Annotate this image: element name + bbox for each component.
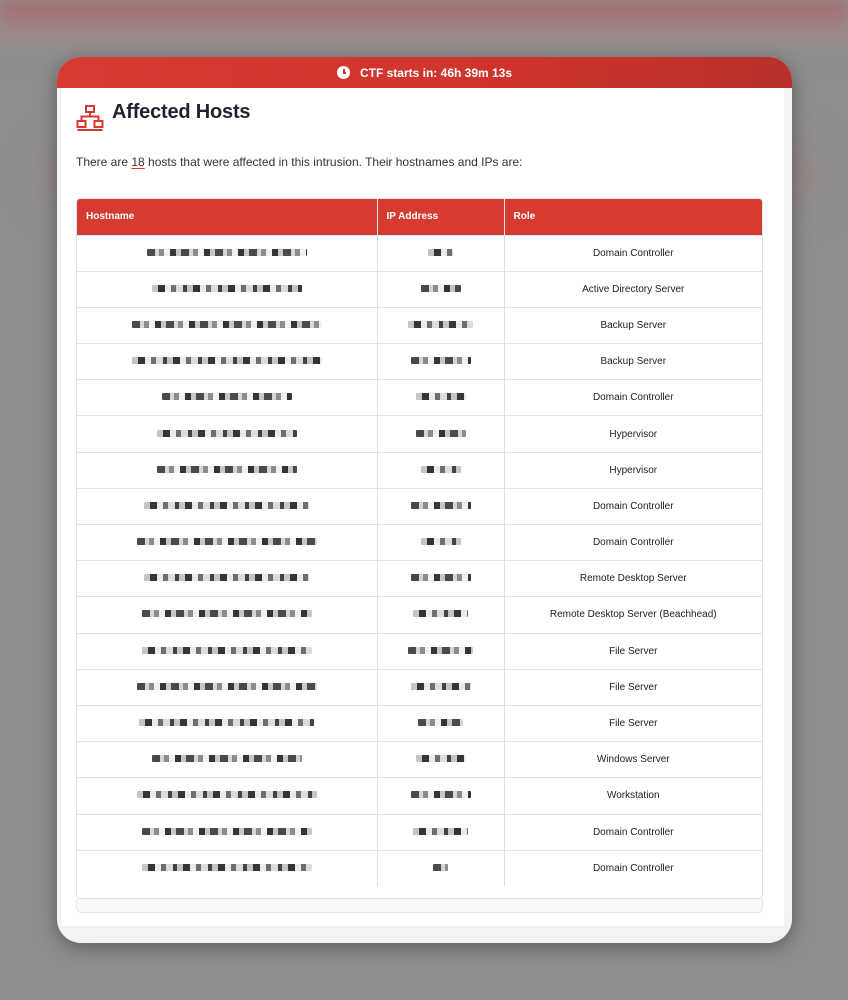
role-cell: Domain Controller (504, 380, 762, 416)
hostname-cell (77, 742, 377, 778)
table-row (77, 669, 762, 705)
intro-text (76, 155, 522, 169)
redacted-ip (416, 393, 466, 400)
redacted-hostname (137, 538, 317, 545)
role-cell: Hypervisor (504, 452, 762, 488)
ip-cell (377, 561, 504, 597)
hostname-column-header[interactable]: Hostname (77, 199, 377, 235)
content-panel (61, 88, 784, 926)
role-cell: Domain Controller (504, 235, 762, 271)
redacted-ip (411, 502, 471, 509)
table-row (77, 488, 762, 524)
hostname-cell (77, 633, 377, 669)
redacted-hostname (162, 393, 292, 400)
role-cell: Remote Desktop Server (Beachhead) (504, 597, 762, 633)
redacted-hostname (142, 864, 312, 871)
hostname-cell (77, 307, 377, 343)
ip-cell (377, 705, 504, 741)
hostname-cell (77, 452, 377, 488)
table-row (77, 344, 762, 380)
ip-cell (377, 344, 504, 380)
hostname-cell (77, 344, 377, 380)
hostname-cell (77, 525, 377, 561)
redacted-ip (413, 610, 468, 617)
hosts-table-container (76, 198, 763, 899)
ip-cell (377, 814, 504, 850)
redacted-ip (411, 357, 471, 364)
intro-prefix: There are (76, 155, 132, 169)
table-row (77, 633, 762, 669)
table-row (77, 525, 762, 561)
role-cell: Hypervisor (504, 416, 762, 452)
table-row (77, 235, 762, 271)
redacted-hostname (142, 647, 312, 654)
redacted-hostname (137, 791, 317, 798)
ip-cell (377, 380, 504, 416)
role-cell: Domain Controller (504, 488, 762, 524)
table-footer (76, 899, 763, 913)
page-title: Affected Hosts (112, 100, 251, 123)
ip-cell (377, 742, 504, 778)
countdown-text: CTF starts in: 46h 39m 13s (359, 65, 513, 80)
redacted-hostname (137, 683, 317, 690)
table-row (77, 416, 762, 452)
hostname-cell (77, 597, 377, 633)
redacted-hostname (147, 249, 307, 256)
host-count: 18 (131, 155, 145, 169)
affected-hosts-card (57, 57, 792, 943)
redacted-ip (413, 828, 468, 835)
redacted-ip (411, 791, 471, 798)
ip-cell (377, 778, 504, 814)
redacted-hostname (152, 285, 302, 292)
redacted-ip (421, 285, 461, 292)
role-cell: File Server (504, 669, 762, 705)
hostname-cell (77, 416, 377, 452)
role-cell: Windows Server (504, 742, 762, 778)
redacted-ip (421, 466, 461, 473)
table-row (77, 271, 762, 307)
redacted-hostname (142, 828, 312, 835)
hostname-cell (77, 850, 377, 886)
hostname-cell (77, 271, 377, 307)
ip-cell (377, 597, 504, 633)
page-header (76, 92, 250, 132)
role-cell: Domain Controller (504, 850, 762, 886)
role-cell: Backup Server (504, 307, 762, 343)
network-icon (76, 104, 104, 132)
redacted-ip (416, 430, 466, 437)
table-row (77, 778, 762, 814)
role-cell: Domain Controller (504, 525, 762, 561)
role-cell: Active Directory Server (504, 271, 762, 307)
redacted-ip (416, 755, 466, 762)
redacted-hostname (139, 719, 314, 726)
role-cell: Remote Desktop Server (504, 561, 762, 597)
redacted-ip (428, 249, 453, 256)
table-row (77, 850, 762, 886)
hosts-table (77, 199, 762, 886)
table-row (77, 452, 762, 488)
ip-cell (377, 235, 504, 271)
ctf-countdown-banner (57, 57, 792, 88)
ip-cell (377, 416, 504, 452)
hostname-cell (77, 380, 377, 416)
ip-cell (377, 669, 504, 705)
hostname-cell (77, 778, 377, 814)
hostname-cell (77, 705, 377, 741)
hostname-cell (77, 669, 377, 705)
redacted-hostname (157, 466, 297, 473)
redacted-ip (421, 538, 461, 545)
table-row (77, 597, 762, 633)
ip-cell (377, 850, 504, 886)
role-column-header[interactable]: Role (513, 211, 536, 223)
redacted-ip (408, 647, 473, 654)
redacted-hostname (142, 610, 312, 617)
ip-cell (377, 452, 504, 488)
table-row (77, 742, 762, 778)
role-cell: Workstation (504, 778, 762, 814)
redacted-ip (408, 321, 473, 328)
ip-cell (377, 488, 504, 524)
redacted-ip (411, 574, 471, 581)
table-row (77, 380, 762, 416)
redacted-hostname (144, 502, 309, 509)
clock-icon (337, 66, 350, 79)
table-row (77, 307, 762, 343)
role-cell: Backup Server (504, 344, 762, 380)
redacted-ip (418, 719, 463, 726)
hostname-cell (77, 488, 377, 524)
redacted-ip (433, 864, 448, 871)
table-row (77, 705, 762, 741)
blurred-background-top (0, 0, 848, 60)
role-cell: File Server (504, 633, 762, 669)
hostname-cell (77, 235, 377, 271)
role-cell: File Server (504, 705, 762, 741)
ip-cell (377, 307, 504, 343)
redacted-hostname (152, 755, 302, 762)
hostname-cell (77, 561, 377, 597)
table-row (77, 561, 762, 597)
role-cell: Domain Controller (504, 814, 762, 850)
ip-cell (377, 633, 504, 669)
redacted-hostname (132, 357, 322, 364)
redacted-ip (411, 683, 471, 690)
hosts-table-body (77, 235, 762, 886)
redacted-hostname (157, 430, 297, 437)
ip-cell (377, 271, 504, 307)
intro-suffix: hosts that were affected in this intrusion. Their hostnames and IPs are: (144, 155, 523, 169)
table-header-row (77, 199, 762, 235)
redacted-hostname (132, 321, 322, 328)
ip-cell (377, 525, 504, 561)
redacted-hostname (144, 574, 309, 581)
table-row (77, 814, 762, 850)
ip-column-header[interactable]: IP Address (377, 199, 504, 235)
hostname-cell (77, 814, 377, 850)
